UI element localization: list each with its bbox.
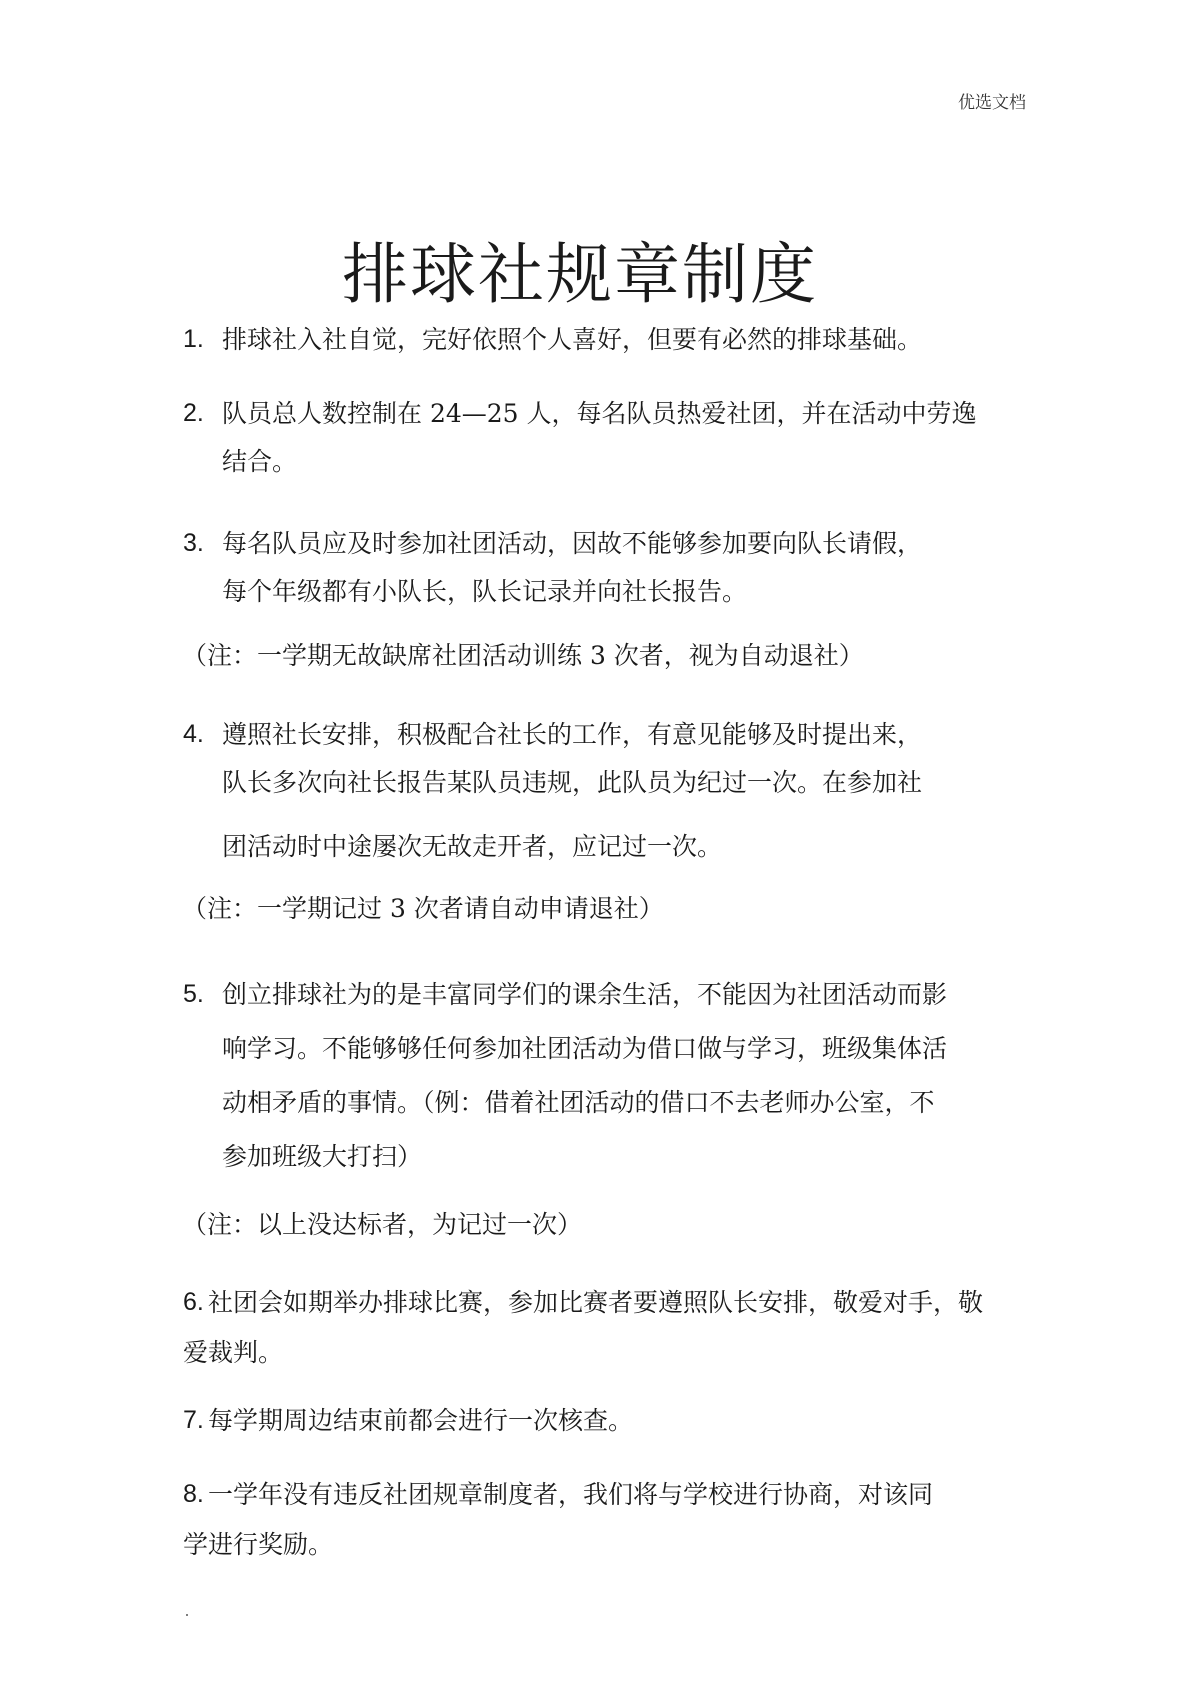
- rule-3-number: 3.: [183, 529, 204, 557]
- rule-8-number: 8.: [183, 1480, 204, 1508]
- rule-5-number: 5.: [183, 980, 204, 1008]
- note-1: （注：一学期无故缺席社团活动训练 3 次者，视为自动退社）: [182, 641, 864, 670]
- rule-4-line-2: 队长多次向社长报告某队员违规，此队员为纪过一次。在参加社: [222, 768, 923, 797]
- rule-2-number: 2.: [183, 399, 204, 427]
- footer-dot: [186, 1614, 188, 1616]
- rule-2-line-2: 结合。: [222, 447, 298, 476]
- rule-4-line-1: 遵照社长安排，积极配合社长的工作，有意见能够及时提出来，: [222, 720, 923, 749]
- header-tag: 优选文档: [958, 93, 1026, 113]
- rule-2-line-1: 队员总人数控制在 24—25 人，每名队员热爱社团，并在活动中劳逸: [222, 399, 977, 428]
- rule-3-line-1: 每名队员应及时参加社团活动，因故不能够参加要向队长请假，: [222, 529, 923, 558]
- rule-5-line-2: 响学习。不能够够任何参加社团活动为借口做与学习，班级集体活: [222, 1034, 948, 1063]
- rule-4-line-3: 团活动时中途屡次无故走开者，应记过一次。: [222, 832, 723, 861]
- page-title: 排球社规章制度: [342, 236, 818, 314]
- rule-7-line-1: 每学期周边结束前都会进行一次核查。: [208, 1406, 634, 1435]
- rule-1-number: 1.: [183, 325, 204, 353]
- rule-7-number: 7.: [183, 1406, 204, 1434]
- rule-3-line-2: 每个年级都有小队长，队长记录并向社长报告。: [222, 577, 748, 606]
- rule-5-line-4: 参加班级大打扫）: [222, 1142, 423, 1171]
- rule-6-line-1: 社团会如期举办排球比赛，参加比赛者要遵照队长安排，敬爱对手，敬: [208, 1288, 984, 1317]
- rule-6-line-2: 爱裁判。: [183, 1338, 284, 1367]
- note-3: （注：以上没达标者，为记过一次）: [182, 1210, 583, 1239]
- rule-8-line-2: 学进行奖励。: [183, 1530, 334, 1559]
- note-2: （注：一学期记过 3 次者请自动申请退社）: [182, 894, 664, 923]
- rule-5-line-3: 动相矛盾的事情。（例：借着社团活动的借口不去老师办公室，不: [222, 1088, 935, 1117]
- rule-1-line-1: 排球社入社自觉，完好依照个人喜好，但要有必然的排球基础。: [222, 325, 923, 354]
- rule-6-number: 6.: [183, 1288, 204, 1316]
- rule-8-line-1: 一学年没有违反社团规章制度者，我们将与学校进行协商，对该同: [208, 1480, 934, 1509]
- rule-4-number: 4.: [183, 720, 204, 748]
- rule-5-line-1: 创立排球社为的是丰富同学们的课余生活，不能因为社团活动而影: [222, 980, 948, 1009]
